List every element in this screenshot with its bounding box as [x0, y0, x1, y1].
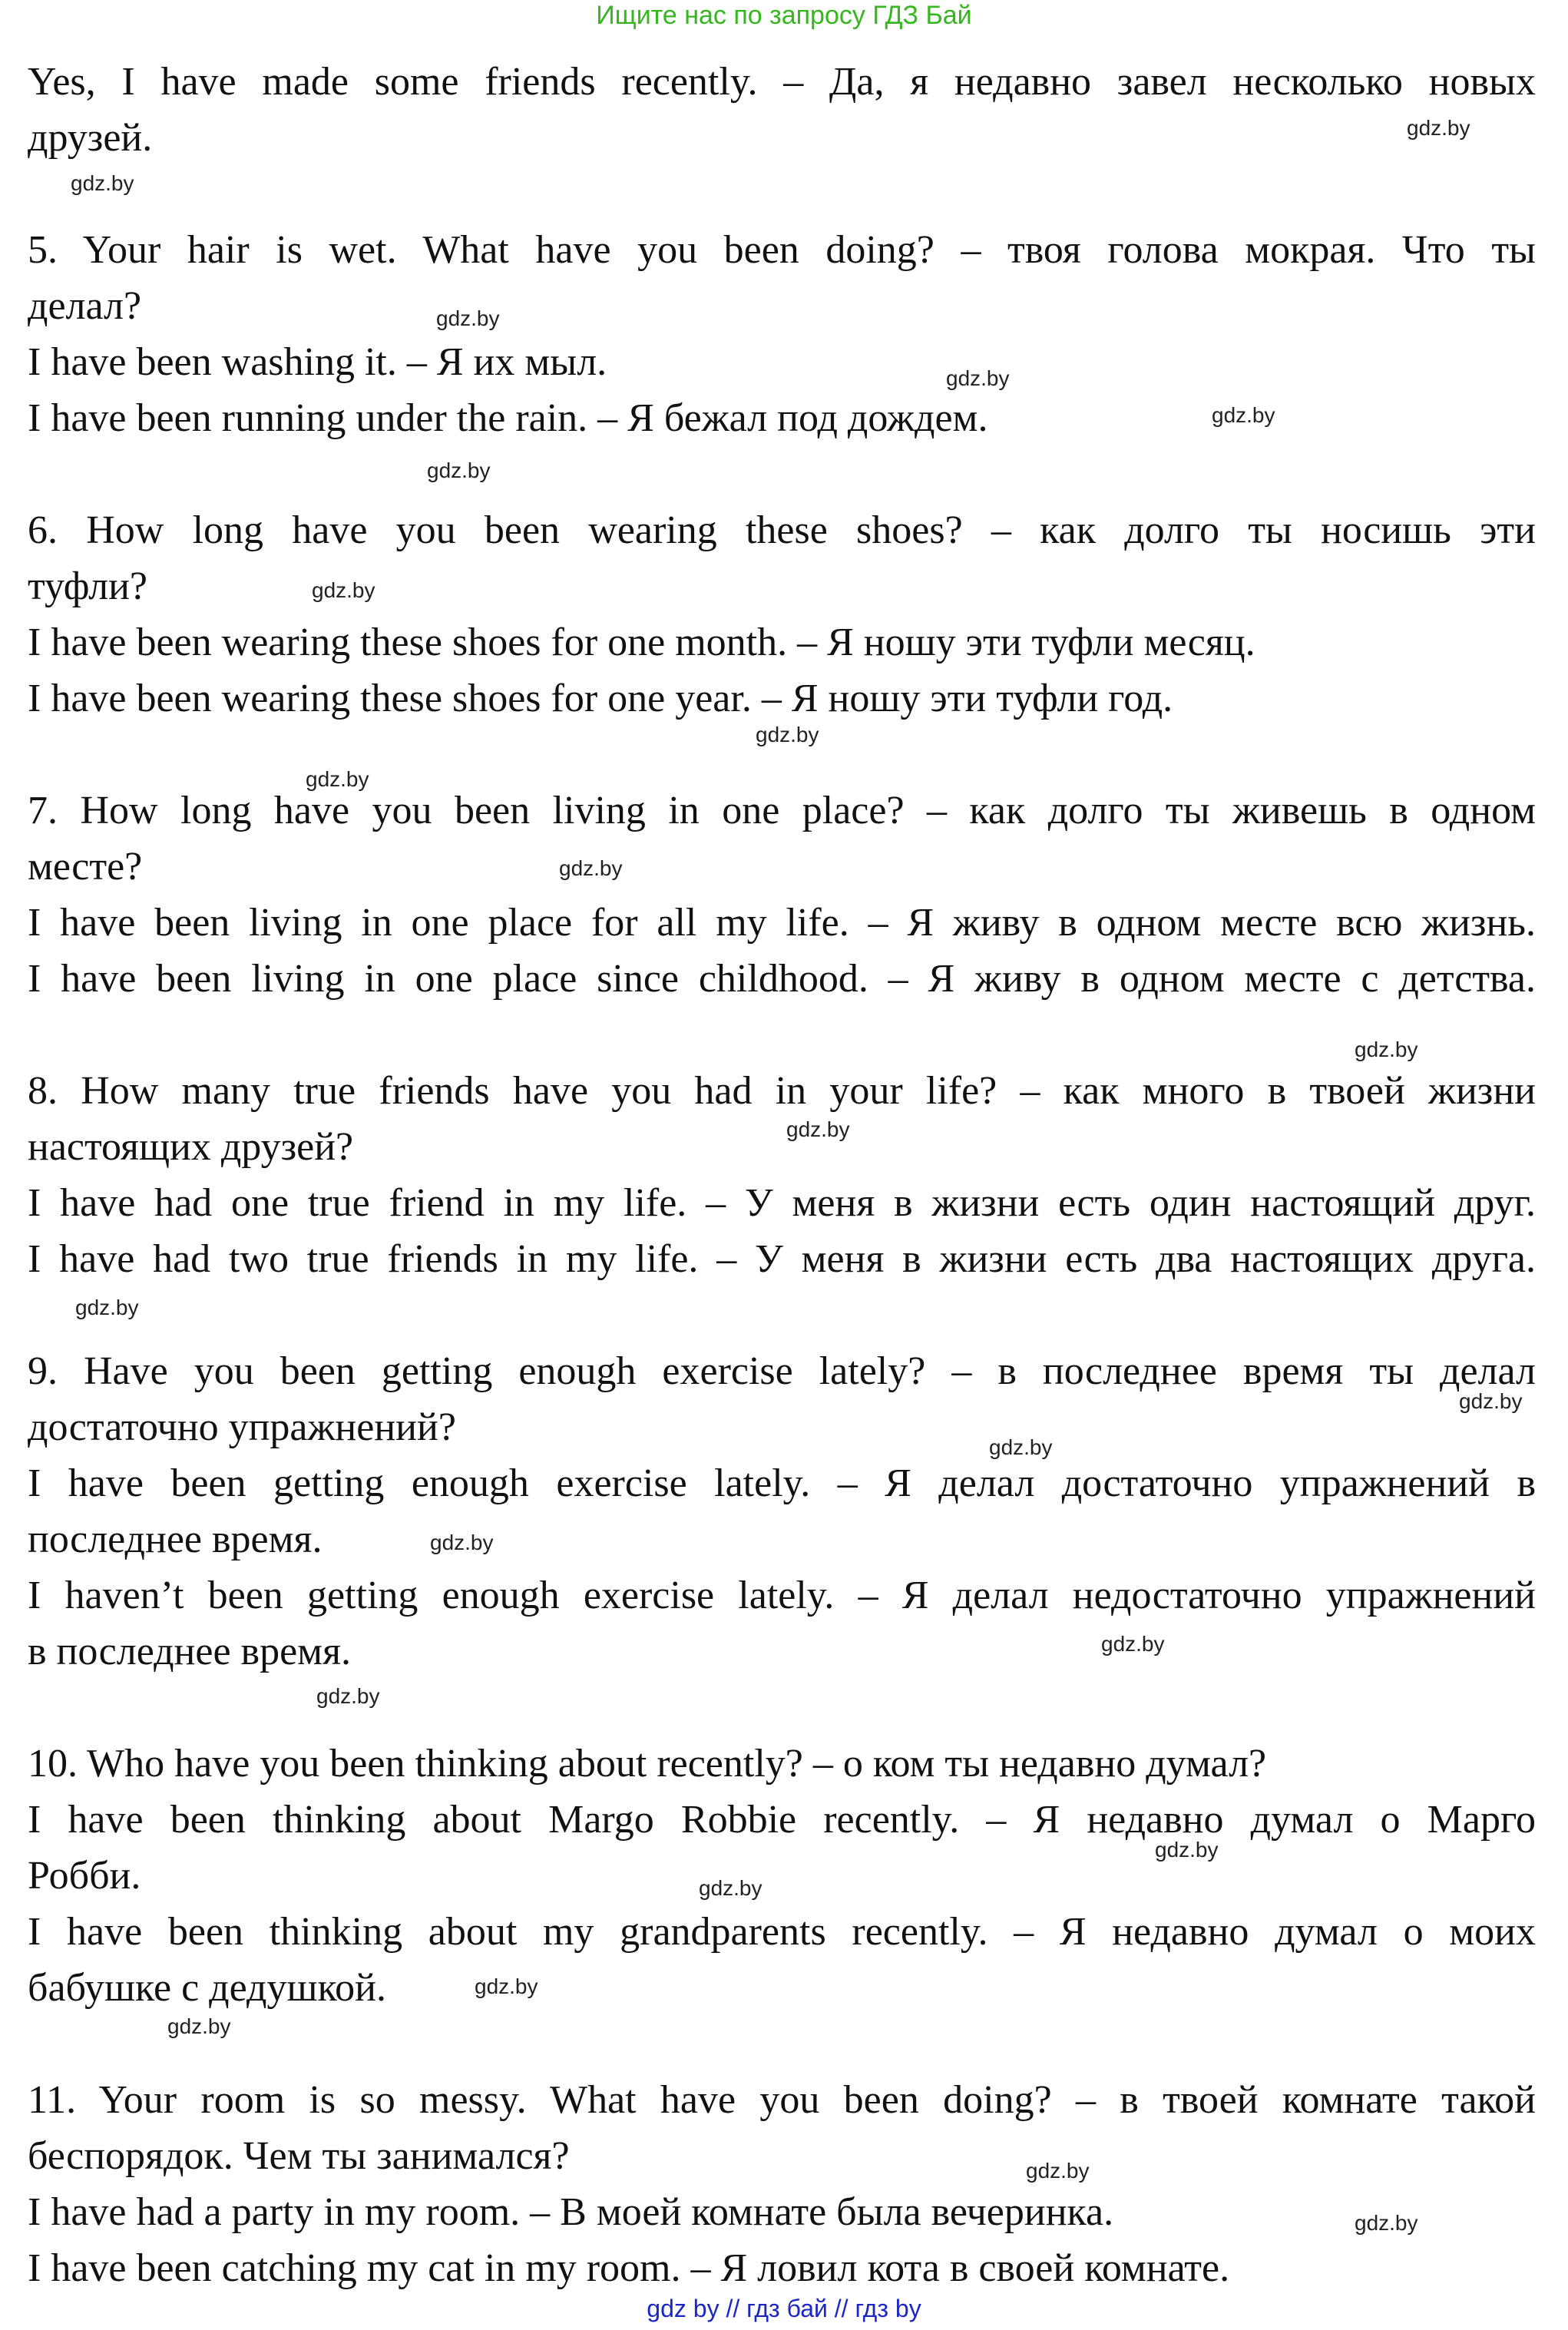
watermark: gdz.by [1212, 403, 1275, 427]
text-line: друзей. [28, 116, 153, 160]
watermark: gdz.by [989, 1435, 1053, 1459]
answer-line: I have been running under the rain. – Я бежал под дождем. [28, 396, 988, 440]
watermark: gdz.by [1026, 2159, 1090, 2183]
watermark: gdz.by [427, 458, 491, 482]
watermark: gdz.by [436, 306, 500, 330]
question-7 [28, 783, 1536, 1007]
watermark: gdz.by [1407, 116, 1470, 140]
watermark: gdz.by [1355, 1038, 1418, 1061]
answer-line: I have been living in one place for all my life. – Я живу в одном месте всю жизнь. [28, 901, 1536, 945]
watermark: gdz.by [1155, 1838, 1219, 1862]
question-line: настоящих друзей? [28, 1125, 354, 1169]
question-line: 8. How many true friends have you had in your life? – как много в твоей жизни [28, 1069, 1536, 1113]
answer-line: в последнее время. [28, 1630, 352, 1673]
watermark: gdz.by [316, 1684, 380, 1708]
answer-line: бабушке с дедушкой. [28, 1966, 386, 2010]
question-line: 7. How long have you been living in one place? – как долго ты живешь в одном [28, 789, 1536, 832]
question-line: 9. Have you been getting enough exercise lately? – в последнее время ты делал [28, 1349, 1536, 1393]
question-5 [28, 222, 1536, 446]
question-line: 5. Your hair is wet. What have you been doing? – твоя голова мокрая. Что ты [28, 228, 1536, 272]
watermark: gdz.by [75, 1296, 139, 1319]
answer-line: I have been living in one place since childhood. – Я живу в одном месте с детства. [28, 957, 1536, 1001]
answer-line: I have been wearing these shoes for one month. – Я ношу эти туфли месяц. [28, 621, 1255, 664]
watermark: gdz.by [1355, 2211, 1418, 2235]
answer-line: I have been thinking about my grandparents recently. – Я недавно думал о моих [28, 1910, 1536, 1954]
watermark: gdz.by [699, 1876, 762, 1900]
question-11 [28, 2072, 1536, 2296]
intro-paragraph [28, 54, 1536, 166]
footer-links[interactable]: gdz by // гдз бай // гдз by [647, 2295, 921, 2322]
watermark: gdz.by [167, 2014, 231, 2038]
question-10 [28, 1736, 1536, 2016]
watermark: gdz.by [1459, 1389, 1523, 1413]
question-line: делал? [28, 284, 142, 328]
answer-line: I have been getting enough exercise lately. – Я делал достаточно упражнений в [28, 1461, 1536, 1505]
watermark: gdz.by [312, 578, 375, 602]
question-9 [28, 1343, 1536, 1680]
watermark: gdz.by [430, 1531, 494, 1554]
watermark: gdz.by [946, 366, 1010, 390]
watermark: gdz.by [1101, 1632, 1165, 1656]
watermark: gdz.by [756, 723, 819, 746]
answer-line: I have had a party in my room. – В моей комнате была вечеринка. [28, 2190, 1114, 2234]
answer-line: I have been wearing these shoes for one year. – Я ношу эти туфли год. [28, 677, 1173, 720]
question-6 [28, 502, 1536, 726]
header-banner[interactable]: Ищите нас по запросу ГДЗ Бай [596, 1, 972, 30]
question-line: достаточно упражнений? [28, 1405, 456, 1449]
watermark: gdz.by [475, 1974, 538, 1998]
question-line: 11. Your room is so messy. What have you been doing? – в твоей комнате такой [28, 2078, 1536, 2122]
question-line: 6. How long have you been wearing these shoes? – как долго ты носишь эти [28, 508, 1536, 552]
question-line: туфли? [28, 564, 147, 608]
question-line: 10. Who have you been thinking about recently? – о ком ты недавно думал? [28, 1742, 1267, 1786]
watermark: gdz.by [786, 1117, 850, 1141]
answer-line: I have been washing it. – Я их мыл. [28, 340, 607, 384]
answer-line: I have had one true friend in my life. – У меня в жизни есть один настоящий друг. [28, 1181, 1536, 1225]
answer-line: последнее время. [28, 1517, 323, 1561]
question-8 [28, 1063, 1536, 1287]
watermark: gdz.by [71, 171, 134, 195]
answer-line: I have been thinking about Margo Robbie recently. – Я недавно думал о Марго [28, 1798, 1536, 1842]
answer-line: Робби. [28, 1854, 141, 1898]
watermark: gdz.by [559, 856, 623, 880]
question-line: беспорядок. Чем ты занимался? [28, 2134, 570, 2178]
answer-line: I have been catching my cat in my room. – Я ловил кота в своей комнате. [28, 2246, 1230, 2290]
answer-line: I haven’t been getting enough exercise lately. – Я делал недостаточно упражнений [28, 1574, 1536, 1617]
question-line: месте? [28, 845, 143, 889]
text-line: Yes, I have made some friends recently. – Да, я недавно завел несколько новых [28, 60, 1536, 104]
watermark: gdz.by [306, 767, 369, 791]
answer-line: I have had two true friends in my life. – У меня в жизни есть два настоящих друга. [28, 1237, 1536, 1281]
document-body [28, 54, 1536, 2296]
